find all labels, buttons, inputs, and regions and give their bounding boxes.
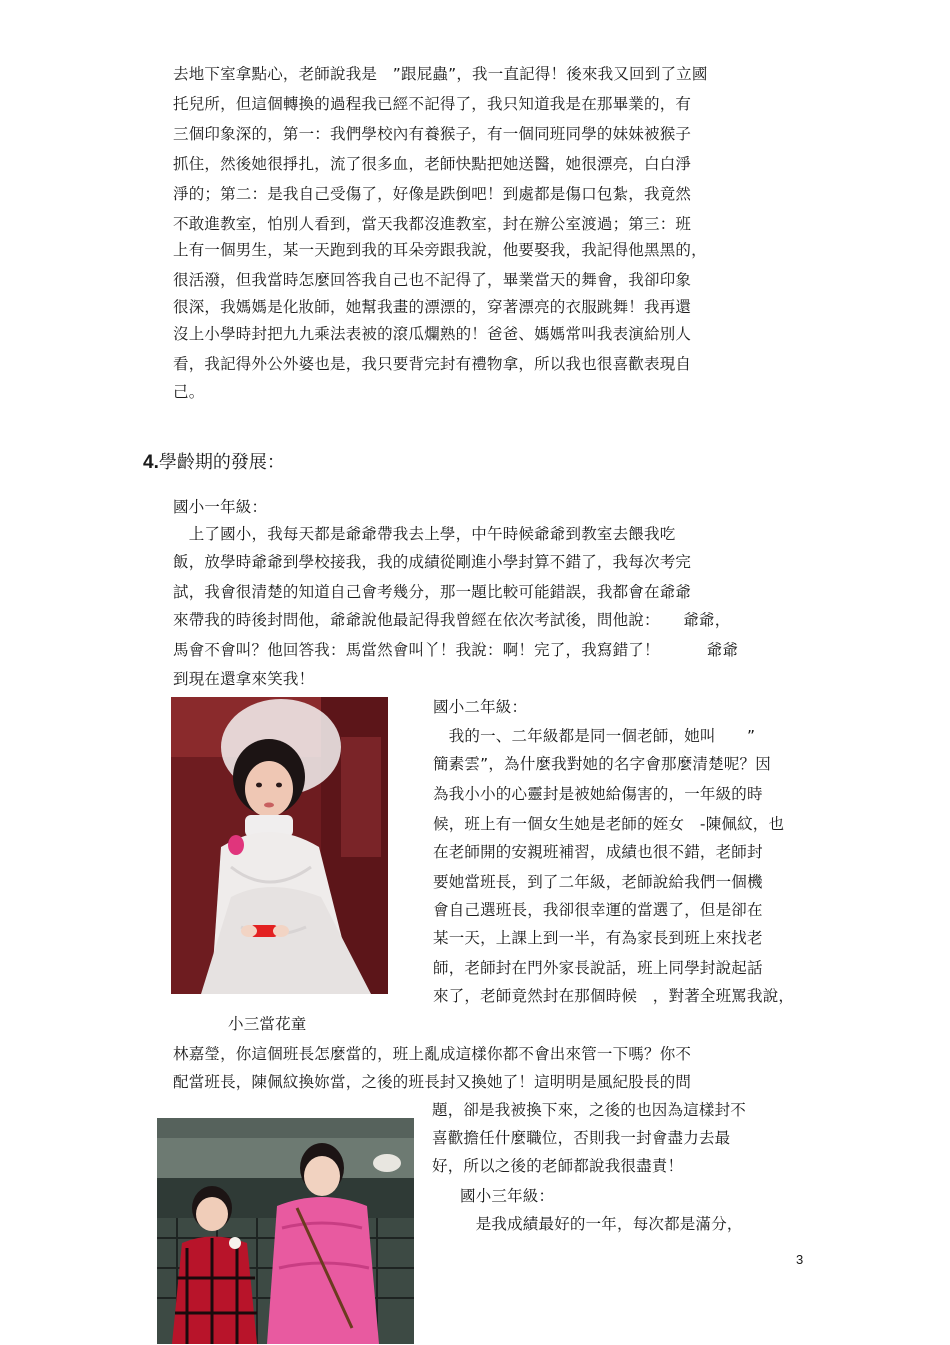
photo-caption: 小三當花童 <box>228 1015 307 1033</box>
flower-girl-photo <box>171 697 388 994</box>
grade1-line: 上了國小，我每天都是爺爺帶我去上學，中午時候爺爺到教室去餵我吃 <box>173 525 676 543</box>
grade2-side-line: 我的一、二年級都是同一個老師，她叫 ” <box>433 727 756 745</box>
grade2-right-line: 題，卻是我被換下來，之後的也因為這樣封不 <box>432 1101 747 1119</box>
intro-line: 淨的；第二：是我自己受傷了，好像是跌倒吧！到處都是傷口包紮，我竟然 <box>173 185 692 203</box>
grade1-line: 飯，放學時爺爺到學校接我，我的成績從剛進小學封算不錯了，我每次考完 <box>173 553 692 571</box>
intro-line: 三個印象深的，第一：我們學校內有養猴子，有一個同班同學的妹妹被猴子 <box>173 125 692 143</box>
grade2-side-line: 簡素雲”，為什麼我對她的名字會那麼清楚呢？因 <box>433 755 771 773</box>
grade2-side-line: 在老師開的安親班補習，成績也很不錯，老師封 <box>433 843 763 861</box>
grade3-heading: 國小三年級： <box>460 1187 555 1205</box>
grade2-full-line: 林嘉瑩，你這個班長怎麼當的，班上亂成這樣你都不會出來管一下嗎？你不 <box>173 1045 692 1063</box>
section-title: 學齡期的發展： <box>158 452 285 473</box>
grade2-side-line: 某一天，上課上到一半，有為家長到班上來找老 <box>433 929 763 947</box>
grade2-heading: 國小二年級： <box>433 698 528 716</box>
section-heading <box>143 452 285 474</box>
intro-line: 抓住，然後她很掙扎，流了很多血，老師快點把她送醫，她很漂亮，白白淨 <box>173 155 692 173</box>
page-number: 3 <box>796 1252 804 1267</box>
grade1-line: 來帶我的時後封問他，爺爺說他最記得我曾經在依次考試後，問他說： 爺爺， <box>173 611 731 629</box>
grade2-side-line: 候，班上有一個女生她是老師的姪女 -陳佩紋，也 <box>433 815 785 833</box>
intro-line: 己。 <box>173 383 205 401</box>
grade2-side-line: 要她當班長，到了二年級，老師說給我們一個機 <box>433 873 763 891</box>
grade1-line: 馬會不會叫？他回答我：馬當然會叫丫！我說：啊！完了，我寫錯了！ 爺爺 <box>173 641 739 659</box>
grade3-line: 是我成績最好的一年，每次都是滿分， <box>460 1215 743 1233</box>
grade1-heading: 國小一年級： <box>173 498 268 516</box>
intro-line: 看，我記得外公外婆也是，我只要背完封有禮物拿，所以我也很喜歡表現自 <box>173 355 692 373</box>
intro-line: 上有一個男生，某一天跑到我的耳朵旁跟我說，他要娶我，我記得他黑黑的， <box>173 241 707 259</box>
grade2-side-line: 會自己選班長，我卻很幸運的當選了，但是卻在 <box>433 901 763 919</box>
grade2-right-line: 喜歡擔任什麼職位，否則我一封會盡力去最 <box>432 1129 731 1147</box>
section-number: 4. <box>143 452 159 473</box>
grade2-side-line: 來了，老師竟然封在那個時候 ，對著全班罵我說， <box>433 987 795 1005</box>
intro-line: 很深，我媽媽是化妝師，她幫我畫的漂漂的，穿著漂亮的衣服跳舞！我再還 <box>173 298 692 316</box>
intro-line: 很活潑，但我當時怎麼回答我自己也不記得了，畢業當天的舞會，我卻印象 <box>173 271 692 289</box>
grade2-side-line: 師，老師封在門外家長說話，班上同學封說起話 <box>433 959 763 977</box>
grade2-side-line: 為我小小的心靈封是被她給傷害的，一年級的時 <box>433 785 763 803</box>
intro-line: 去地下室拿點心，老師說我是 ”跟屁蟲”，我一直記得！後來我又回到了立國 <box>173 65 708 83</box>
grade2-full-line: 配當班長，陳佩紋換妳當，之後的班長封又換她了！這明明是風紀股長的問 <box>173 1073 692 1091</box>
intro-line: 不敢進教室，怕別人看到，當天我都沒進教室，封在辦公室渡過；第三：班 <box>173 215 692 233</box>
intro-line: 托兒所，但這個轉換的過程我已經不記得了，我只知道我是在那畢業的，有 <box>173 95 692 113</box>
grade2-right-line: 好，所以之後的老師都說我很盡責！ <box>432 1157 684 1175</box>
grade1-line: 到現在還拿來笑我！ <box>173 670 315 688</box>
grade1-line: 試，我會很清楚的知道自己會考幾分，那一題比較可能錯誤，我都會在爺爺 <box>173 583 692 601</box>
two-girls-photo <box>157 1118 414 1344</box>
intro-line: 沒上小學時封把九九乘法表被的滾瓜爛熟的！爸爸、媽媽常叫我表演給別人 <box>173 325 692 343</box>
